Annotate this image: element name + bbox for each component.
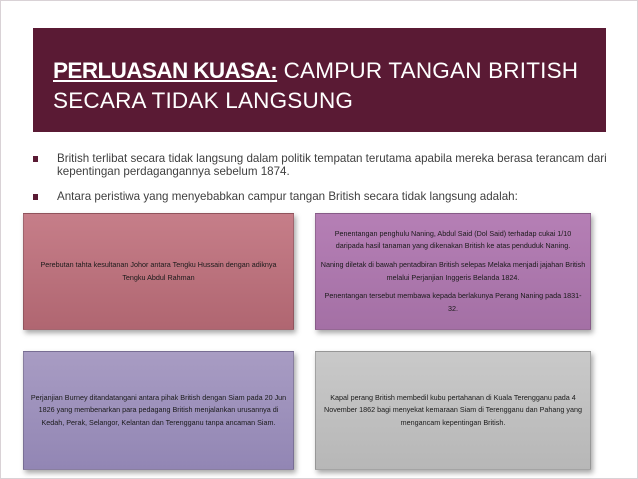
event-box-paragraph: Penentangan penghulu Naning, Abdul Said (Dol Said) terhadap cukai 1/10 daripada hasil tanaman yang dikenakan British ke atas penduduk Naning. (334, 228, 572, 251)
event-box-text: Kapal perang British membedil kubu pertahanan di Kuala Terengganu pada 4 November 1862 bagi menyekat kemaraan Siam di Terengganu dan Pahang yang mengancam kepentingan British. (324, 392, 582, 427)
event-box-terengganu (315, 351, 591, 470)
slide-title-line-2: SECARA TIDAK LANGSUNG (53, 88, 354, 113)
event-box-text: Perebutan tahta kesultanan Johor antara Tengku Hussain dengan adiknya Tengku Abdul Rahman (40, 259, 277, 282)
event-box-paragraph: Penentangan tersebut membawa kepada berlakunya Perang Naning pada 1831-32. (324, 291, 582, 313)
bullet-square-icon (33, 194, 38, 200)
title-banner (33, 28, 606, 132)
bullet-list (31, 153, 621, 217)
title-rest: CAMPUR TANGAN BRITISH (277, 58, 579, 83)
bullet-item (31, 191, 621, 204)
event-box-text: Perjanjian Burney ditandatangani antara pihak British dengan Siam pada 20 Jun 1826 yang membenarkan para pedagang British menjalankan urusannya di Kedah, Perak, Selangor, Kelantan dan Terengganu tanpa ancaman Siam. (30, 392, 287, 427)
event-box-naning (315, 213, 591, 330)
title-emphasis: PERLUASAN KUASA: (53, 58, 278, 83)
bullet-text: British terlibat secara tidak langsung dalam politik tempatan terutama apabila mereka berasa terancam dari kepentingan perdagangannya sebelum 1874. (57, 152, 607, 178)
bullet-square-icon (33, 156, 38, 162)
bullet-text: Antara peristiwa yang menyebabkan campur tangan British secara tidak langsung adalah: (57, 190, 518, 203)
event-box-burney-treaty (23, 351, 294, 470)
bullet-item (31, 153, 621, 178)
slide-title-line-1 (53, 58, 578, 84)
event-box-johor (23, 213, 294, 330)
event-box-paragraph: Naning diletak di bawah pentadbiran British selepas Melaka menjadi jajahan British melalui Perjanjian Inggeris Belanda 1824. (320, 259, 586, 282)
